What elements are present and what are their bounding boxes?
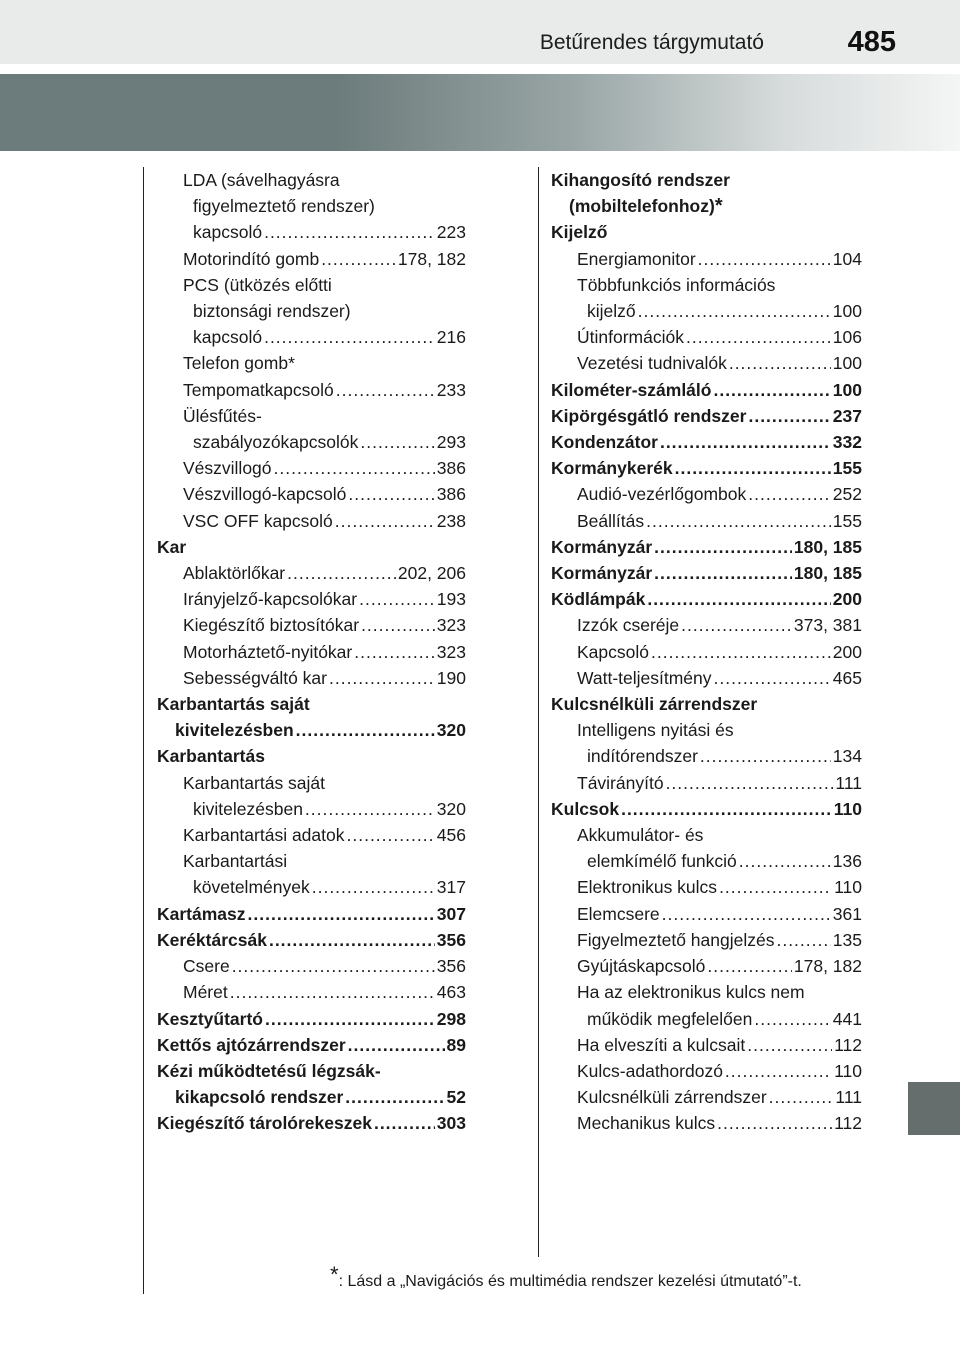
dot-leader bbox=[335, 508, 435, 534]
index-entry-page[interactable]: 223 bbox=[436, 222, 466, 243]
index-entry[interactable] bbox=[157, 927, 466, 953]
index-entry-page[interactable]: 110 bbox=[834, 1060, 862, 1081]
index-entry-term: Elektronikus kulcs bbox=[577, 877, 718, 898]
index-entry-term: Kar bbox=[157, 536, 187, 557]
index-entry-term: Kulcsnélküli zárrendszer bbox=[551, 694, 758, 715]
index-entry[interactable] bbox=[551, 743, 862, 769]
index-entry-page[interactable]: 465 bbox=[832, 667, 862, 688]
dot-leader bbox=[264, 324, 435, 350]
index-entry-page[interactable]: 136 bbox=[832, 851, 862, 872]
index-column-right bbox=[551, 167, 862, 1137]
dot-leader bbox=[361, 612, 435, 638]
index-entry[interactable] bbox=[157, 796, 466, 822]
index-entry[interactable] bbox=[157, 324, 466, 350]
dot-leader bbox=[707, 953, 791, 979]
index-entry-term: Tempomatkapcsoló bbox=[183, 379, 334, 400]
index-entry-page[interactable]: 134 bbox=[832, 746, 862, 767]
index-entry[interactable] bbox=[157, 612, 466, 638]
dot-leader bbox=[287, 560, 396, 586]
index-entry-term: Ködlámpák bbox=[551, 589, 646, 610]
index-entry[interactable] bbox=[157, 874, 466, 900]
index-entry-term: Kilométer-számláló bbox=[551, 379, 712, 400]
dot-leader bbox=[348, 1032, 445, 1058]
dot-leader bbox=[248, 901, 435, 927]
index-entry-term: Többfunkciós információs bbox=[577, 274, 776, 295]
index-entry[interactable] bbox=[551, 481, 862, 507]
index-entry-page[interactable]: 323 bbox=[436, 615, 466, 636]
index-entry-page[interactable]: 180, 185 bbox=[793, 563, 862, 584]
index-entry-term: Kihangosító rendszer bbox=[551, 170, 730, 190]
index-entry-page[interactable]: 100 bbox=[832, 379, 862, 400]
section-banner bbox=[0, 74, 960, 151]
index-entry-page[interactable]: 104 bbox=[832, 248, 862, 269]
index-entry-page[interactable]: 386 bbox=[436, 484, 466, 505]
index-entry-term: kivitelezésben bbox=[193, 798, 303, 819]
index-entry[interactable] bbox=[157, 429, 466, 455]
index-entry[interactable] bbox=[551, 1084, 862, 1110]
dot-leader bbox=[739, 848, 831, 874]
index-entry-page[interactable]: 106 bbox=[832, 327, 862, 348]
index-entry-term: kikapcsoló rendszer bbox=[175, 1087, 344, 1108]
index-entry bbox=[157, 298, 466, 324]
index-entry-page[interactable]: 293 bbox=[436, 432, 466, 453]
index-entry-page[interactable]: 237 bbox=[832, 405, 862, 426]
index-entry[interactable] bbox=[551, 560, 862, 586]
dot-leader bbox=[230, 979, 435, 1005]
index-entry bbox=[157, 691, 466, 717]
index-entry[interactable] bbox=[157, 717, 466, 743]
index-entry[interactable] bbox=[551, 508, 862, 534]
index-entry-term: Audió-vezérlőgombok bbox=[577, 484, 747, 505]
index-entry-term: Keréktárcsák bbox=[157, 929, 267, 950]
index-entry-term: Vészvillogó bbox=[183, 458, 272, 479]
index-entry[interactable] bbox=[551, 298, 862, 324]
dot-leader bbox=[647, 586, 830, 612]
index-entry[interactable] bbox=[157, 1032, 466, 1058]
dot-leader bbox=[274, 455, 435, 481]
footnote-marker: * bbox=[330, 1262, 339, 1287]
index-entry-page[interactable]: 252 bbox=[832, 484, 862, 505]
dot-leader bbox=[698, 246, 831, 272]
index-entry[interactable] bbox=[551, 1006, 862, 1032]
section-title: Betűrendes tárgymutató bbox=[539, 31, 764, 54]
index-entry-term: Figyelmeztető hangjelzés bbox=[577, 929, 775, 950]
index-entry[interactable] bbox=[157, 455, 466, 481]
dot-leader bbox=[305, 796, 435, 822]
index-entry-page[interactable]: 373, 381 bbox=[793, 615, 862, 636]
index-entry: (mobiltelefonhoz) * bbox=[551, 193, 862, 219]
dot-leader bbox=[232, 953, 435, 979]
index-entry-page[interactable]: 111 bbox=[835, 772, 862, 793]
index-entry-term: Kiegészítő tárolórekeszek bbox=[157, 1113, 372, 1134]
index-entry-page[interactable]: 323 bbox=[436, 641, 466, 662]
index-entry-term: Kijelző bbox=[551, 222, 608, 243]
index-entry[interactable] bbox=[551, 874, 862, 900]
dot-leader bbox=[714, 665, 831, 691]
dot-leader bbox=[717, 1110, 832, 1136]
index-entry[interactable] bbox=[157, 481, 466, 507]
dot-leader bbox=[336, 377, 435, 403]
index-entry-term: Energiamonitor bbox=[577, 248, 696, 269]
index-entry-term: Kettős ajtózárrendszer bbox=[157, 1034, 346, 1055]
index-entry-term: Kormányzár bbox=[551, 536, 653, 557]
index-entry-page[interactable]: 155 bbox=[832, 510, 862, 531]
index-entry-term: Mechanikus kulcs bbox=[577, 1113, 716, 1134]
dot-leader bbox=[296, 717, 435, 743]
index-entry[interactable] bbox=[157, 508, 466, 534]
index-entry-term: PCS (ütközés előtti bbox=[183, 274, 332, 295]
index-entry-term: Vészvillogó-kapcsoló bbox=[183, 484, 347, 505]
index-entry-term: VSC OFF kapcsoló bbox=[183, 510, 333, 531]
index-entry-page[interactable]: 135 bbox=[832, 929, 862, 950]
index-entry-term: Irányjelző-kapcsolókar bbox=[183, 589, 358, 610]
index-entry-term: Izzók cseréje bbox=[577, 615, 680, 636]
index-entry-page[interactable]: 200 bbox=[832, 641, 862, 662]
index-entry bbox=[157, 350, 466, 376]
index-entry[interactable] bbox=[551, 901, 862, 927]
index-entry[interactable] bbox=[157, 1084, 466, 1110]
index-entry bbox=[551, 717, 862, 743]
index-entry-page[interactable]: 110 bbox=[833, 798, 862, 819]
index-entry-term: Telefon gomb* bbox=[183, 353, 295, 374]
index-entry[interactable] bbox=[551, 927, 862, 953]
index-entry bbox=[551, 979, 862, 1005]
index-entry-term: Motorindító gomb bbox=[183, 248, 320, 269]
index-entry-page[interactable]: 202, 206 bbox=[397, 563, 466, 584]
index-entry-page[interactable]: 463 bbox=[436, 982, 466, 1003]
index-entry-term: Watt-teljesítmény bbox=[577, 667, 712, 688]
index-entry-term: Kormánykerék bbox=[551, 458, 673, 479]
left-margin-rule bbox=[143, 167, 144, 1294]
index-entry-term: Ülésfűtés- bbox=[183, 405, 262, 426]
index-entry-term: figyelmeztető rendszer) bbox=[193, 196, 375, 217]
index-entry bbox=[157, 848, 466, 874]
index-entry-page[interactable]: 100 bbox=[832, 301, 862, 322]
index-entry-term: Karbantartási bbox=[183, 851, 288, 872]
index-entry-term: Vezetési tudnivalók bbox=[577, 353, 727, 374]
index-entry[interactable] bbox=[551, 1058, 862, 1084]
dot-leader bbox=[713, 377, 830, 403]
index-entry-term: kivitelezésben bbox=[175, 720, 294, 741]
index-entry bbox=[157, 1058, 466, 1084]
dot-leader bbox=[264, 219, 435, 245]
index-entry[interactable] bbox=[551, 796, 862, 822]
index-entry-term: Kézi működtetésű légzsák- bbox=[157, 1060, 381, 1081]
index-entry-page[interactable]: 317 bbox=[436, 877, 466, 898]
index-entry-term: biztonsági rendszer) bbox=[193, 301, 351, 322]
dot-leader bbox=[354, 639, 435, 665]
dot-leader bbox=[700, 743, 831, 769]
index-entry[interactable] bbox=[551, 639, 862, 665]
dot-leader bbox=[269, 927, 435, 953]
index-entry-page[interactable]: 298 bbox=[436, 1008, 466, 1029]
index-entry bbox=[157, 403, 466, 429]
dot-leader bbox=[729, 350, 831, 376]
index-entry-term: Akkumulátor- és bbox=[577, 825, 704, 846]
index-entry-term: Ha az elektronikus kulcs nem bbox=[577, 982, 805, 1003]
index-entry[interactable] bbox=[551, 246, 862, 272]
index-entry[interactable] bbox=[551, 586, 862, 612]
index-entry-term: szabályozókapcsolók bbox=[193, 432, 359, 453]
index-entry-term: Kulcsnélküli zárrendszer bbox=[577, 1087, 767, 1108]
index-entry bbox=[157, 534, 466, 560]
index-entry-page[interactable]: 178, 182 bbox=[793, 956, 862, 977]
dot-leader bbox=[725, 1058, 832, 1084]
index-entry bbox=[551, 822, 862, 848]
index-entry[interactable] bbox=[157, 639, 466, 665]
index-entry-term: Sebességváltó kar bbox=[183, 667, 327, 688]
index-entry[interactable] bbox=[157, 1110, 466, 1136]
dot-leader bbox=[769, 1084, 834, 1110]
index-entry-term: Kapcsoló bbox=[577, 641, 649, 662]
index-entry bbox=[157, 770, 466, 796]
dot-leader bbox=[347, 822, 435, 848]
index-entry[interactable] bbox=[157, 979, 466, 1005]
index-entry bbox=[157, 167, 466, 193]
index-entry-term: Gyújtáskapcsoló bbox=[577, 956, 706, 977]
index-entry-term: kapcsoló bbox=[193, 222, 263, 243]
index-entry-page[interactable]: 190 bbox=[436, 667, 466, 688]
index-entry-term: Kondenzátor bbox=[551, 432, 658, 453]
index-entry[interactable] bbox=[157, 665, 466, 691]
index-entry[interactable] bbox=[551, 612, 862, 638]
page-number: 485 bbox=[847, 26, 896, 58]
dot-leader bbox=[265, 1006, 435, 1032]
dot-leader bbox=[360, 429, 434, 455]
index-entry-term: Kesztyűtartó bbox=[157, 1008, 263, 1029]
dot-leader bbox=[686, 324, 831, 350]
index-entry[interactable] bbox=[157, 219, 466, 245]
index-entry-term: Útinformációk bbox=[577, 327, 684, 348]
index-entry[interactable] bbox=[551, 534, 862, 560]
dot-leader bbox=[374, 1110, 435, 1136]
index-entry[interactable] bbox=[157, 586, 466, 612]
index-entry-term: LDA (sávelhagyásra bbox=[183, 170, 340, 190]
index-entry-term: Kormányzár bbox=[551, 563, 653, 584]
index-entry-page[interactable]: 303 bbox=[436, 1113, 466, 1134]
footnote-text: : Lásd a „Navigációs és multimédia rendszer kezelési útmutató”-t. bbox=[338, 1273, 802, 1290]
index-entry-term: Motorháztető-nyitókar bbox=[183, 641, 353, 662]
index-entry-page[interactable]: 112 bbox=[834, 1034, 862, 1055]
index-entry-page[interactable]: 216 bbox=[436, 327, 466, 348]
index-entry[interactable] bbox=[157, 1006, 466, 1032]
index-entry-term: Intelligens nyitási és bbox=[577, 720, 734, 741]
index-entry[interactable] bbox=[157, 377, 466, 403]
dot-leader bbox=[748, 403, 830, 429]
header-strip bbox=[0, 0, 960, 64]
index-entry-page[interactable]: 233 bbox=[436, 379, 466, 400]
index-entry[interactable] bbox=[551, 324, 862, 350]
index-entry-page[interactable]: 320 bbox=[436, 720, 466, 741]
index-entry-page[interactable]: 386 bbox=[436, 458, 466, 479]
dot-leader bbox=[621, 796, 832, 822]
dot-leader bbox=[675, 455, 831, 481]
index-entry-term: Méret bbox=[183, 982, 228, 1003]
index-entry-term: Ablaktörlőkar bbox=[183, 563, 286, 584]
index-entry-page[interactable]: 307 bbox=[436, 903, 466, 924]
column-divider bbox=[538, 167, 539, 1257]
index-entry[interactable] bbox=[551, 848, 862, 874]
dot-leader bbox=[666, 770, 834, 796]
index-entry[interactable] bbox=[551, 953, 862, 979]
index-entry[interactable] bbox=[157, 822, 466, 848]
index-entry-page[interactable]: 193 bbox=[436, 589, 466, 610]
index-entry-page[interactable]: 238 bbox=[436, 510, 466, 531]
dot-leader bbox=[719, 874, 832, 900]
index-entry[interactable] bbox=[551, 403, 862, 429]
index-entry[interactable] bbox=[551, 429, 862, 455]
index-entry-term: indítórendszer bbox=[587, 746, 698, 767]
index-entry-page[interactable]: 52 bbox=[446, 1087, 466, 1108]
index-entry-term: Távirányító bbox=[577, 772, 664, 793]
index-entry-term: Csere bbox=[183, 956, 230, 977]
dot-leader bbox=[646, 508, 831, 534]
index-entry-page[interactable]: 112 bbox=[834, 1113, 862, 1134]
index-entry-term: Beállítás bbox=[577, 510, 645, 531]
index-entry bbox=[551, 272, 862, 298]
index-entry-term: Ha elveszíti a kulcsait bbox=[577, 1034, 746, 1055]
index-entry-page[interactable]: 441 bbox=[832, 1008, 862, 1029]
index-entry bbox=[551, 219, 862, 245]
index-entry-term: (mobiltelefonhoz) bbox=[569, 196, 715, 217]
thumb-index-tab[interactable] bbox=[908, 1082, 960, 1135]
index-entry bbox=[157, 193, 466, 219]
index-entry-term: Kiegészítő biztosítókar bbox=[183, 615, 360, 636]
index-entry-term: Elemcsere bbox=[577, 903, 660, 924]
index-entry-term: követelmények bbox=[193, 877, 310, 898]
index-entry-term: Karbantartás saját bbox=[183, 772, 326, 793]
index-entry-term: kijelző bbox=[587, 301, 636, 322]
index-entry bbox=[157, 272, 466, 298]
index-entry[interactable] bbox=[551, 377, 862, 403]
index-entry-term: Kulcsok bbox=[551, 798, 620, 819]
index-entry bbox=[551, 167, 862, 193]
index-entry-page[interactable]: 356 bbox=[436, 929, 466, 950]
dot-leader bbox=[359, 586, 435, 612]
dot-leader bbox=[345, 1084, 444, 1110]
index-entry-page[interactable]: 332 bbox=[832, 432, 862, 453]
dot-leader bbox=[321, 246, 396, 272]
index-entry-page[interactable]: 155 bbox=[832, 458, 862, 479]
footnote bbox=[330, 1262, 802, 1291]
dot-leader bbox=[776, 927, 830, 953]
index-entry-page[interactable]: 89 bbox=[446, 1034, 466, 1055]
dot-leader bbox=[312, 874, 435, 900]
index-entry-page[interactable]: 200 bbox=[832, 589, 862, 610]
index-entry bbox=[551, 691, 862, 717]
dot-leader bbox=[681, 612, 792, 638]
index-entry[interactable] bbox=[551, 770, 862, 796]
index-entry[interactable] bbox=[551, 1110, 862, 1136]
index-entry-page[interactable]: 110 bbox=[834, 877, 862, 898]
index-entry-page[interactable]: 180, 185 bbox=[793, 536, 862, 557]
index-entry[interactable] bbox=[551, 665, 862, 691]
dot-leader bbox=[329, 665, 435, 691]
dot-leader bbox=[348, 481, 434, 507]
index-entry-page[interactable]: 456 bbox=[436, 825, 466, 846]
index-entry-term: működik megfelelően bbox=[587, 1008, 753, 1029]
dot-leader bbox=[651, 639, 831, 665]
index-entry[interactable] bbox=[157, 246, 466, 272]
index-entry[interactable] bbox=[157, 560, 466, 586]
index-entry-page[interactable]: 320 bbox=[436, 798, 466, 819]
index-entry-page[interactable]: 356 bbox=[436, 956, 466, 977]
index-entry-term: Kipörgésgátló rendszer bbox=[551, 405, 747, 426]
index-entry[interactable] bbox=[157, 953, 466, 979]
dot-leader bbox=[660, 429, 831, 455]
index-column-left bbox=[157, 167, 466, 1137]
dot-leader bbox=[638, 298, 831, 324]
dot-leader bbox=[754, 1006, 830, 1032]
index-entry[interactable] bbox=[551, 350, 862, 376]
index-entry-term: elemkímélő funkció bbox=[587, 851, 737, 872]
index-entry-term: Kulcs-adathordozó bbox=[577, 1060, 723, 1081]
dot-leader bbox=[747, 1032, 832, 1058]
index-entry-term: Kartámasz bbox=[157, 903, 246, 924]
index-entry bbox=[157, 743, 466, 769]
index-entry-term: Karbantartási adatok bbox=[183, 825, 345, 846]
index-entry-page[interactable]: 361 bbox=[832, 903, 862, 924]
index-entry-page[interactable]: 111 bbox=[835, 1087, 862, 1108]
dot-leader bbox=[662, 901, 831, 927]
index-entry-page[interactable]: 100 bbox=[832, 353, 862, 374]
index-entry[interactable] bbox=[551, 1032, 862, 1058]
dot-leader bbox=[654, 534, 792, 560]
index-entry-page[interactable]: 178, 182 bbox=[397, 248, 466, 269]
dot-leader bbox=[748, 481, 831, 507]
index-entry-term: Karbantartás saját bbox=[157, 694, 310, 715]
index-entry-term: kapcsoló bbox=[193, 327, 263, 348]
index-entry[interactable] bbox=[551, 455, 862, 481]
index-entry-term: Karbantartás bbox=[157, 746, 265, 767]
index-entry[interactable] bbox=[157, 901, 466, 927]
dot-leader bbox=[654, 560, 792, 586]
